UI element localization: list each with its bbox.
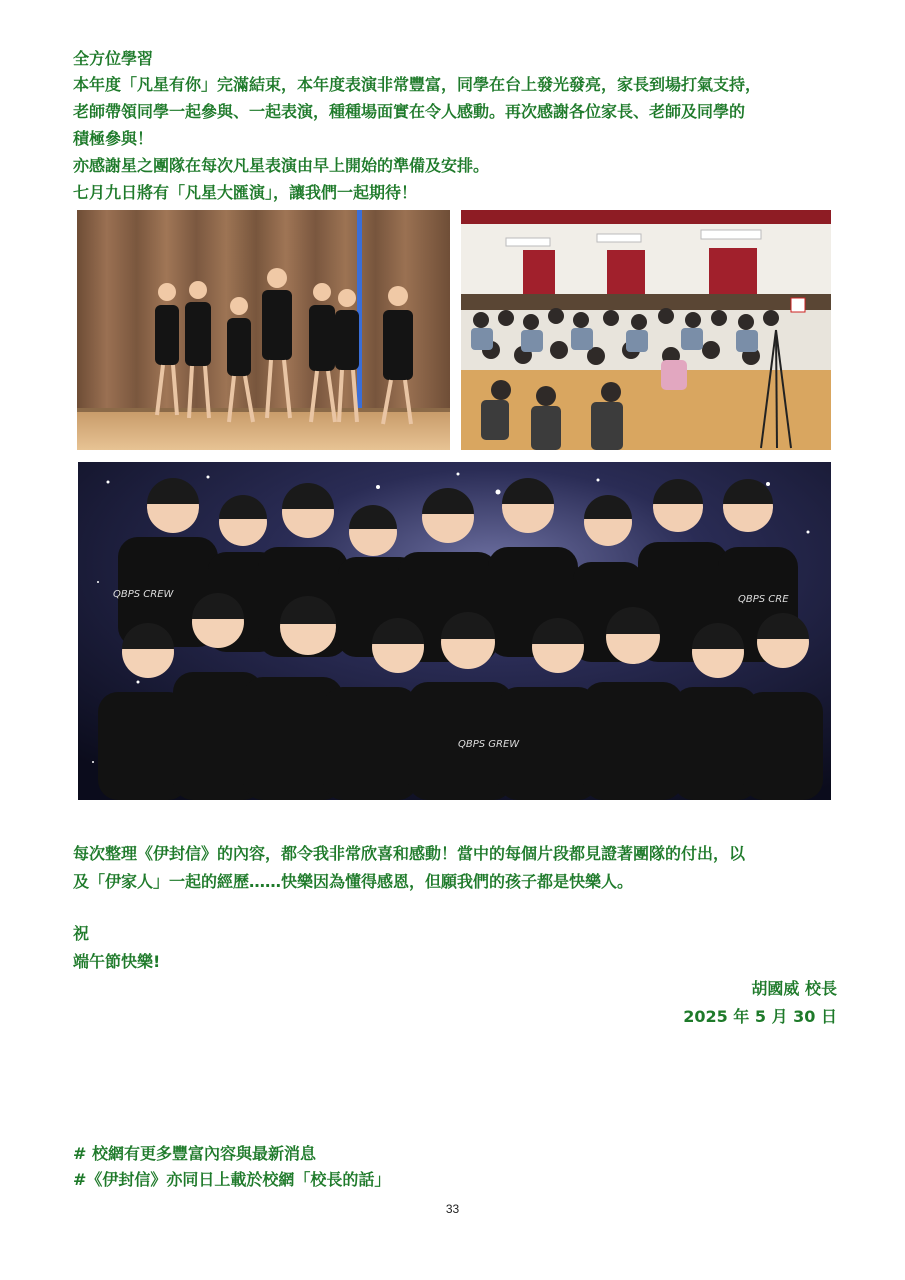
section-title: 全方位學習 [73,49,154,68]
audience-hall-photo [461,210,831,450]
greeting: 祝 [73,924,90,943]
festival-wish: 端午節快樂! [73,952,161,971]
shirt-print: QBPS CRE [738,594,789,605]
footnote: #《伊封信》亦同日上載於校網「校長的話」 [73,1170,391,1189]
stage-performance-photo [77,210,450,450]
group-photo [78,462,831,800]
shirt-print: QBPS CREW [113,589,174,600]
intro-line: 積極參與！ [73,129,154,148]
intro-line: 本年度「凡星有你」完滿結束，本年度表演非常豐富，同學在台上發光發亮，家長到場打氣支持， [73,75,762,94]
intro-line: 老師帶領同學一起參與、一起表演，種種場面實在令人感動。再次感謝各位家長、老師及同學的 [73,102,746,121]
intro-line: 七月九日將有「凡星大匯演」，讓我們一起期待！ [73,183,418,202]
footnote: # 校網有更多豐富內容與最新消息 [73,1144,316,1163]
closing-line: 每次整理《伊封信》的內容，都令我非常欣喜和感動！當中的每個片段都見證著團隊的付出，以 [73,844,746,863]
shirt-print: QBPS GREW [458,739,520,750]
page-number: 33 [445,1202,460,1216]
closing-line: 及「伊家人」一起的經歷……快樂因為懂得感恩，但願我們的孩子都是快樂人。 [73,872,634,891]
intro-line: 亦感謝星之團隊在每次凡星表演由早上開始的準備及安排。 [73,156,490,175]
signature-date: 2025 年 5 月 30 日 [683,1007,837,1026]
signature-name: 胡國威 校長 [751,979,837,998]
